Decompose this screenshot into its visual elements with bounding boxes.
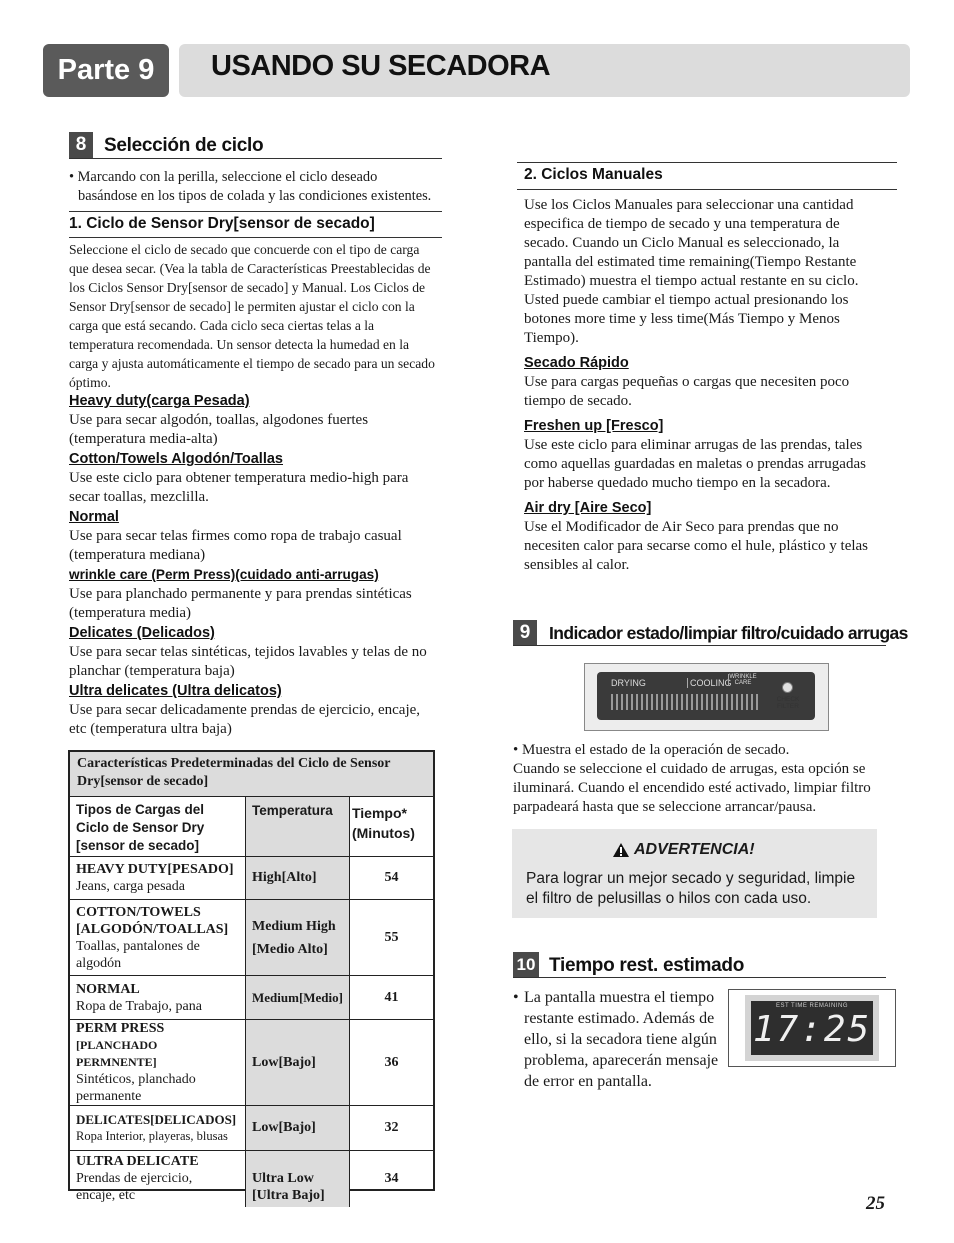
load-name: DELICATES[DELICADOS]	[76, 1112, 237, 1127]
intro-line-1: • Marcando con la perilla, seleccione el ciclo deseado	[69, 169, 378, 185]
section-9-rule	[513, 645, 886, 646]
warning-box	[512, 829, 877, 918]
cycle-name: Normal	[69, 509, 119, 525]
cycle-item	[69, 623, 441, 681]
load-sub: Jeans, carga pesada	[76, 879, 185, 894]
table-row	[70, 976, 433, 1020]
table-cell-temp: Ultra Low [Ultra Bajo]	[246, 1151, 350, 1207]
table-cell-type	[70, 1020, 246, 1106]
load-name: COTTON/TOWELS [ALGODÓN/TOALLAS]	[76, 904, 229, 937]
cycle-name: Delicates (Delicados)	[69, 625, 215, 641]
table-header-time: Tiempo* (Minutos)	[349, 797, 433, 857]
section-8-title: Selección de ciclo	[104, 135, 264, 156]
manual-item-desc: Use el Modificador de Air Seco para prendas que no necesiten calor para secarse como el hule, plástico y telas sensibles al calor.	[524, 519, 869, 573]
sensor-heading-rule-top	[69, 211, 442, 212]
table-cell-temp: Low[Bajo]	[246, 1020, 350, 1106]
manual-list	[524, 353, 889, 575]
load-sub: Sintéticos, planchado permanente	[76, 1072, 196, 1104]
table-row	[70, 900, 433, 976]
load-sub: Ropa Interior, playeras, blusas	[76, 1129, 228, 1143]
load-sub: Prendas de ejercicio, encaje, etc	[76, 1171, 193, 1204]
section-10-badge: 10	[513, 952, 539, 978]
table-row	[70, 1151, 433, 1207]
table-cell-time: 54	[349, 857, 433, 900]
cycle-desc: Use para secar telas firmes como ropa de trabajo casual (temperatura mediana)	[69, 528, 402, 563]
table-row	[70, 1020, 433, 1106]
warning-title-text: ADVERTENCIA!	[634, 841, 755, 858]
section-10-rule	[513, 977, 886, 978]
load-name-2: [PLANCHADO PERMNENTE]	[76, 1038, 158, 1069]
table-header-type: Tipos de Cargas del Ciclo de Sensor Dry [sensor de secado]	[70, 797, 246, 857]
section-10-text-block	[513, 987, 728, 1092]
cycle-desc: Use para secar algodón, toallas, algodones fuertes (temperatura media-alta)	[69, 412, 369, 447]
status-panel	[584, 663, 829, 731]
cycle-item	[69, 681, 441, 739]
cycle-desc: Use para secar telas sintéticas, tejidos lavables y telas de no planchar (temperatura baja)	[69, 644, 427, 679]
manual-item-name: Air dry [Aire Seco]	[524, 500, 652, 516]
load-name: NORMAL	[76, 981, 140, 997]
manual-item	[524, 498, 889, 575]
section-10-text: La pantalla muestra el tiempo restante estimado. Además de ello, si la secadora tiene algún problema, aparecerán mensaje de error en pantalla.	[524, 989, 719, 1090]
table-header-temp: Temperatura	[246, 797, 350, 857]
table-caption: Características Predeterminadas del Ciclo de Sensor Dry[sensor de secado]	[70, 752, 433, 797]
cycle-item	[69, 507, 441, 565]
bullet: •	[513, 989, 519, 1006]
check-filter-label: CHECK FILTER	[776, 696, 800, 710]
cycle-item	[69, 449, 441, 507]
check-filter-led-icon	[782, 682, 793, 693]
cycle-desc: Use este ciclo para obtener temperatura medio-high para secar toallas, mezclilla.	[69, 470, 409, 505]
cycle-list	[69, 392, 441, 739]
load-sub: Toallas, pantalones de algodón	[76, 938, 200, 971]
table-cell-time: 32	[349, 1106, 433, 1151]
table-cell-time: 36	[349, 1020, 433, 1106]
table-cell-temp: Low[Bajo]	[246, 1106, 350, 1151]
load-name: ULTRA DELICATE	[76, 1154, 199, 1170]
table-cell-time: 34	[349, 1151, 433, 1207]
section-9-text	[513, 741, 873, 817]
table-cell-type	[70, 1151, 246, 1207]
cycle-item	[69, 565, 441, 623]
display-time: 17:25	[752, 1009, 872, 1050]
section-8-badge: 8	[69, 132, 93, 158]
time-display-frame	[728, 989, 896, 1067]
section-8-intro	[69, 168, 449, 206]
sensor-text: Seleccione el ciclo de secado que concuerde con el tipo de carga que desea secar. (Vea la tabla de Características Preestablecidas de los Ciclos Sensor Dry[sensor de secado] y Manual. Los Ciclos de Sensor Dry[sensor de secado] le permiten ajustar el ciclo con la carga que está secando. Cada ciclo seca ciertas telas a la temperatura recomendada. Un sensor detecta la humedad en la carga y ajusta automáticamente el tiempo de secado para un secado óptimo.	[69, 242, 435, 390]
manual-item-name: Secado Rápido	[524, 355, 629, 371]
table-row	[70, 857, 433, 900]
manual-heading: 2. Ciclos Manuales	[524, 166, 663, 183]
cycle-desc: Use para planchado permanente y para prendas sintéticas (temperatura media)	[69, 586, 412, 621]
manual-text: Use los Ciclos Manuales para seleccionar una cantidad especifica de tiempo de secado y una temperatura de secado. Cuando un Ciclo Manual es seleccionado, la pantalla del estimated time remaining(Tiempo Restante Estimado) muestra el tiempo actual restante en su ciclo. Usted puede cambiar el tiempo actual presionando los botones more time y less time(Más Tiempo y Menos Tiempo).	[524, 197, 859, 346]
load-name: HEAVY DUTY[PESADO]	[76, 862, 234, 877]
section-9-text-1: • Muestra el estado de la operación de secado.	[513, 742, 790, 758]
sensor-heading-rule-bottom	[69, 237, 442, 238]
table-cell-type	[70, 976, 246, 1020]
wrinkle-label: WRINKLE CARE	[729, 674, 757, 686]
table-cell-type	[70, 1106, 246, 1151]
display-label: EST TIME REMAINING	[775, 1003, 849, 1009]
cycle-desc: Use para secar delicadamente prendas de ejercicio, encaje, etc (temperatura ultra baja)	[69, 702, 421, 737]
section-10-title: Tiempo rest. estimado	[549, 955, 745, 976]
table-cell-time: 55	[349, 900, 433, 976]
cycle-name: wrinkle care (Perm Press)(cuidado anti-arrugas)	[69, 567, 379, 582]
drying-label: DRYING	[611, 678, 646, 688]
warning-text: Para lograr un mejor secado y seguridad, limpie el filtro de pelusillas o hilos con cada uso.	[526, 870, 856, 907]
table-cell-type	[70, 857, 246, 900]
cycle-name: Heavy duty(carga Pesada)	[69, 393, 250, 409]
load-name: PERM PRESS	[76, 1021, 165, 1036]
page-number: 25	[866, 1193, 885, 1214]
table-cell-temp: Medium[Medio]	[246, 976, 350, 1020]
cycle-item	[69, 392, 441, 449]
cycle-table	[68, 750, 435, 1204]
section-9-text-2: Cuando se seleccione el cuidado de arrugas, esta opción se iluminará. Cuando el encendido esté activado, limpiar filtro parpadeará hasta que se seleccione arrancar/pausa.	[513, 761, 871, 815]
sensor-heading: 1. Ciclo de Sensor Dry[sensor de secado]	[69, 215, 375, 232]
table-cell-time: 41	[349, 976, 433, 1020]
section-8-rule	[69, 158, 442, 159]
cycle-name: Ultra delicates (Ultra delicatos)	[69, 683, 282, 699]
table-row	[70, 1106, 433, 1151]
intro-line-2: basándose en los tipos de colada y las condiciones existentes.	[78, 188, 432, 204]
section-9-title: Indicador estado/limpiar filtro/cuidado arrugas	[549, 623, 908, 643]
load-sub: Ropa de Trabajo, pana	[76, 998, 202, 1014]
manual-rule-top	[517, 162, 897, 163]
warning-triangle-icon	[612, 842, 630, 858]
table-cell-temp: Medium High [Medio Alto]	[246, 900, 350, 976]
part-label: Parte 9	[43, 44, 169, 97]
time-display-bezel	[745, 995, 879, 1061]
warning-title	[612, 841, 755, 859]
manual-item-desc: Use para cargas pequeñas o cargas que necesiten poco tiempo de secado.	[524, 374, 850, 409]
manual-item-desc: Use este ciclo para eliminar arrugas de las prendas, tales como aquellas guardadas en maletas o prendas arrugadas por haberse quedado mucho tiempo en la secadora.	[524, 437, 866, 491]
table-cell-temp: High[Alto]	[246, 857, 350, 900]
page-title: USANDO SU SECADORA	[211, 50, 551, 82]
table-cell-type	[70, 900, 246, 976]
manual-item-name: Freshen up [Fresco]	[524, 418, 664, 434]
cooling-label: COOLING	[687, 678, 732, 688]
time-display-screen	[751, 1001, 873, 1055]
manual-item	[524, 416, 889, 493]
manual-rule-bottom	[517, 189, 897, 190]
cycle-name: Cotton/Towels Algodón/Toallas	[69, 451, 283, 467]
section-9-badge: 9	[513, 620, 537, 646]
manual-item	[524, 353, 889, 411]
progress-segments	[611, 694, 761, 710]
